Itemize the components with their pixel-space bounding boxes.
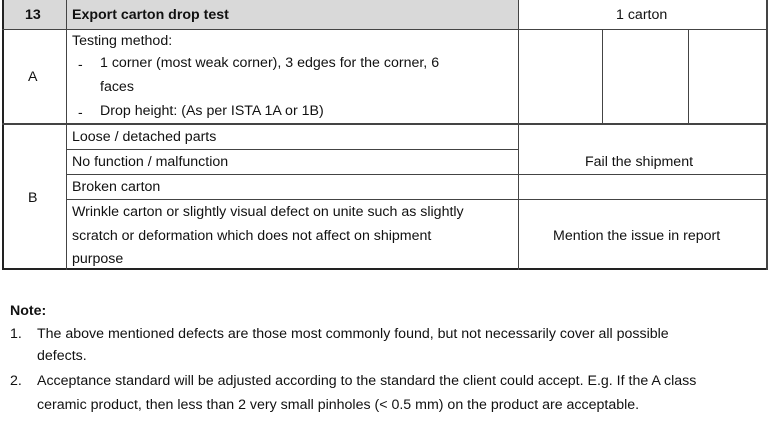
defect-item: Broken carton — [72, 179, 161, 195]
defect-item: No function / malfunction — [72, 154, 229, 170]
method-item-1: 1 corner (most weak corner), 3 edges for the corner, 6 — [100, 55, 440, 71]
column-divider — [602, 29, 603, 124]
fail-result: Fail the shipment — [585, 154, 694, 170]
method-heading: Testing method: — [72, 33, 173, 49]
method-item-1-cont: faces — [100, 79, 134, 95]
inspection-table — [2, 0, 768, 270]
note-text: The above mentioned defects are those most commonly found, but not necessarily cover all possible — [37, 326, 669, 342]
column-divider — [688, 29, 689, 124]
minor-defect-line: Wrinkle carton or slightly visual defect on unite such as slightly — [72, 204, 464, 220]
column-divider — [766, 0, 768, 270]
mention-result: Mention the issue in report — [553, 228, 721, 244]
header-title: Export carton drop test — [72, 7, 229, 23]
note-number: 2. — [10, 373, 22, 389]
minor-defect-line: purpose — [72, 251, 124, 267]
dash-bullet: - — [78, 56, 83, 72]
note-heading: Note: — [10, 303, 47, 319]
row-divider — [66, 174, 768, 175]
note-text: Acceptance standard will be adjusted according to the standard the client could accept. E.g. If the A class — [37, 373, 697, 389]
note-text: defects. — [37, 348, 87, 364]
note-number: 1. — [10, 326, 22, 342]
row-b-label: B — [28, 190, 38, 206]
note-text: ceramic product, then less than 2 very small pinholes (< 0.5 mm) on the product are acceptable. — [37, 397, 640, 413]
dash-bullet: - — [78, 104, 83, 120]
header-quantity: 1 carton — [616, 7, 668, 23]
defect-item: Loose / detached parts — [72, 129, 217, 145]
method-item-2: Drop height: (As per ISTA 1A or 1B) — [100, 103, 324, 119]
column-divider — [66, 0, 67, 270]
column-divider — [518, 0, 519, 270]
header-number: 13 — [25, 7, 41, 23]
row-a-label: A — [28, 69, 38, 85]
minor-defect-line: scratch or deformation which does not affect on shipment — [72, 228, 432, 244]
